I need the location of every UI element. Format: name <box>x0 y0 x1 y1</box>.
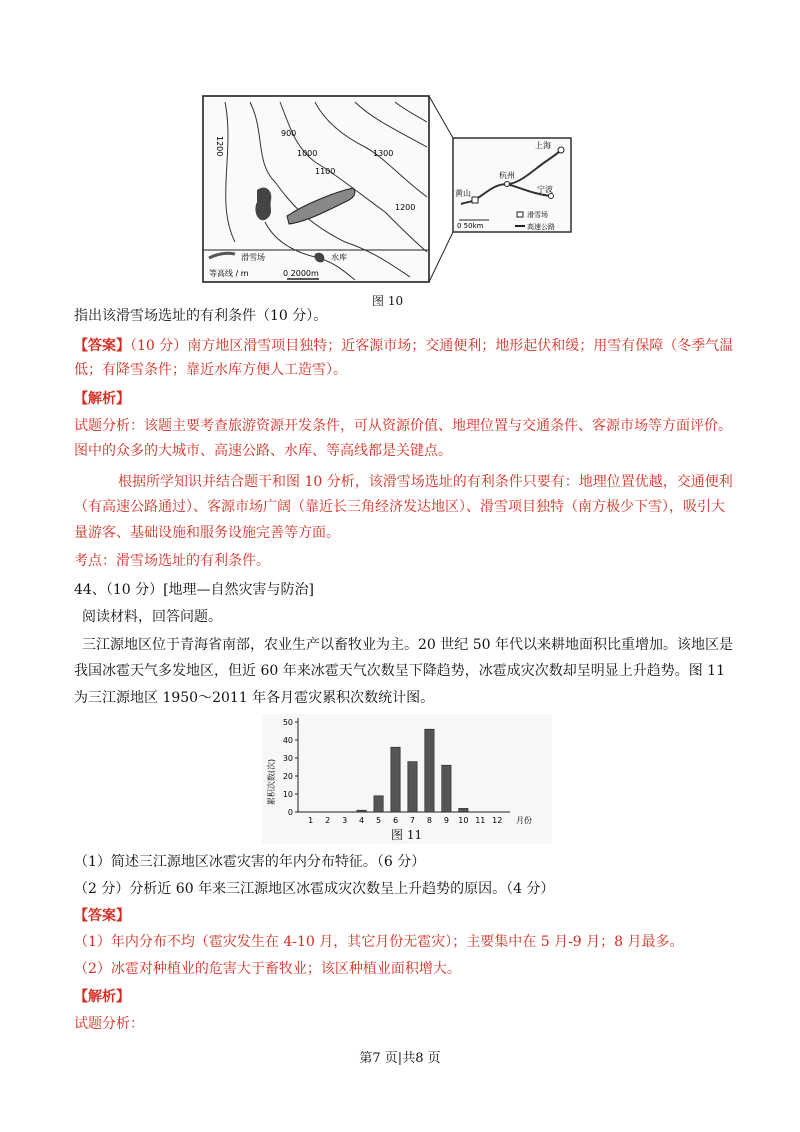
chart-x-tick-label: 5 <box>376 816 382 825</box>
chart-y-tick-label: 0 <box>287 808 293 817</box>
inset-city-hangzhou: 杭州 <box>499 171 515 180</box>
figure-10-map <box>195 92 575 302</box>
q44-para-line1: 三江源地区位于青海省南部，农业生产以畜牧业为主。20 世纪 50 年代以来耕地面积比重增加。该地区是 <box>82 637 733 653</box>
chart-y-tick-label: 40 <box>282 736 293 745</box>
chart-x-tick-label: 7 <box>409 816 416 825</box>
answer-text: （10 分）南方地区滑雪项目独特；近客源市场；交通便利；地形起伏和缓；用雪有保障（冬季气温 <box>130 338 734 354</box>
q44-header: 44、（10 分）[地理—自然灾害与防治] <box>74 582 315 598</box>
legend-contour-label: 等高线 / m <box>209 269 249 278</box>
legend-scale-label: 0 2000m <box>283 269 319 278</box>
q43-question: 指出该滑雪场选址的有利条件（10 分）。 <box>74 308 328 324</box>
chart-x-tick-label: 8 <box>426 816 432 825</box>
q44-answer-tag: 【答案】 <box>74 908 130 924</box>
inset-place-huangshan: 黄山 <box>455 189 471 198</box>
chart-x-tick-label: 3 <box>342 816 348 825</box>
chart-bar-month-9 <box>442 765 451 812</box>
chart-x-tick-label: 9 <box>443 816 449 825</box>
inset-legend-ski: 滑雪场 <box>527 211 548 219</box>
chart-y-axis-label: 累积次数(次) <box>267 758 276 806</box>
chart-bar-month-6 <box>391 747 400 812</box>
q44-question-1: （1）简述三江源地区冰雹灾害的年内分布特征。（6 分） <box>74 854 426 870</box>
q43-analysis-tag: 【解析】 <box>74 391 130 407</box>
contour-label: 1100 <box>315 167 336 176</box>
chart-bar-month-10 <box>459 808 468 812</box>
legend-reservoir-label: 水库 <box>331 253 347 262</box>
q44-question-2: （2 分）分析近 60 年来三江源地区冰雹成灾次数呈上升趋势的原因。（4 分） <box>74 881 555 897</box>
q43-answer-line2: 低；有降雪条件；靠近水库方便人工造雪）。 <box>74 362 347 378</box>
chart-x-axis-label: 月份 <box>516 816 532 825</box>
q44-analysis: 试题分析： <box>74 1016 144 1032</box>
q43-answer-line1 <box>74 335 733 355</box>
legend-ski-label: 滑雪场 <box>241 253 265 262</box>
q43-analysis-line5: 量游客、基础设施和服务设施完善等方面。 <box>74 525 340 541</box>
contour-label: 1200 <box>215 136 224 157</box>
q43-analysis-line2: 图中的众多的大城市、高速公路、水库、等高线都是关键点。 <box>74 443 452 459</box>
page-footer: 第7 页|共8 页 <box>359 1051 441 1066</box>
chart-bar-month-8 <box>425 729 434 812</box>
figure-11-chart <box>262 714 552 844</box>
q44-answer-1: （1）年内分布不均（雹灾发生在 4-10 月，其它月份无雹灾）；主要集中在 5 月-9 月；8 月最多。 <box>74 934 684 950</box>
q43-kaodian: 考点：滑雪场选址的有利条件。 <box>74 553 270 569</box>
contour-label: 1300 <box>373 149 394 158</box>
q44-intro: 阅读材料，回答问题。 <box>82 609 222 625</box>
inset-legend-highway: 高速公路 <box>527 223 555 231</box>
inset-scale: 0 50km <box>457 222 484 230</box>
chart-x-tick-label: 10 <box>458 816 469 825</box>
figure-11-caption: 图 11 <box>391 828 423 842</box>
chart-bar-month-5 <box>374 796 383 812</box>
chart-y-tick-label: 20 <box>282 772 293 781</box>
chart-y-tick-label: 50 <box>282 718 293 727</box>
q44-para-line3: 为三江源地区 1950～2011 年各月雹灾累积次数统计图。 <box>74 690 435 706</box>
contour-label: 900 <box>281 129 297 138</box>
chart-y-tick-label: 30 <box>282 754 293 763</box>
chart-x-tick-label: 1 <box>308 816 314 825</box>
chart-y-tick-label: 10 <box>282 790 293 799</box>
chart-x-tick-label: 12 <box>492 816 503 825</box>
contour-label: 1200 <box>395 203 416 212</box>
q43-analysis-line4: （有高速公路通过）、客源市场广阔（靠近长三角经济发达地区）、滑雪项目独特（南方极少下雪），吸引大 <box>74 499 725 515</box>
q44-answer-2: （2）冰雹对种植业的危害大于畜牧业；该区种植业面积增大。 <box>74 961 461 977</box>
reservoir-shape <box>255 188 271 221</box>
chart-x-tick-label: 4 <box>359 816 365 825</box>
q43-analysis-line3: 根据所学知识并结合题干和图 10 分析，该滑雪场选址的有利条件只要有：地理位置优越，交通便利 <box>118 474 733 490</box>
inset-city-shanghai: 上海 <box>535 141 551 150</box>
answer-tag: 【答案】 <box>74 338 130 354</box>
chart-bar-month-4 <box>357 810 366 812</box>
q43-analysis-line1: 试题分析：该题主要考查旅游资源开发条件，可从资源价值、地理位置与交通条件、客源市场等方面评价。 <box>74 418 732 434</box>
chart-x-tick-label: 6 <box>392 816 399 825</box>
contour-label: 1000 <box>297 149 318 158</box>
inset-city-ningbo: 宁波 <box>537 185 553 194</box>
chart-x-tick-label: 11 <box>475 816 486 825</box>
figure-10-caption: 图 10 <box>372 294 404 308</box>
chart-x-tick-label: 2 <box>325 816 331 825</box>
q44-analysis-tag: 【解析】 <box>74 989 130 1005</box>
chart-bar-month-7 <box>408 762 417 812</box>
q44-para-line2: 我国冰雹天气多发地区，但近 60 年来冰雹天气次数呈下降趋势，冰雹成灾次数却呈明显上升趋势。图 11 <box>74 663 725 679</box>
